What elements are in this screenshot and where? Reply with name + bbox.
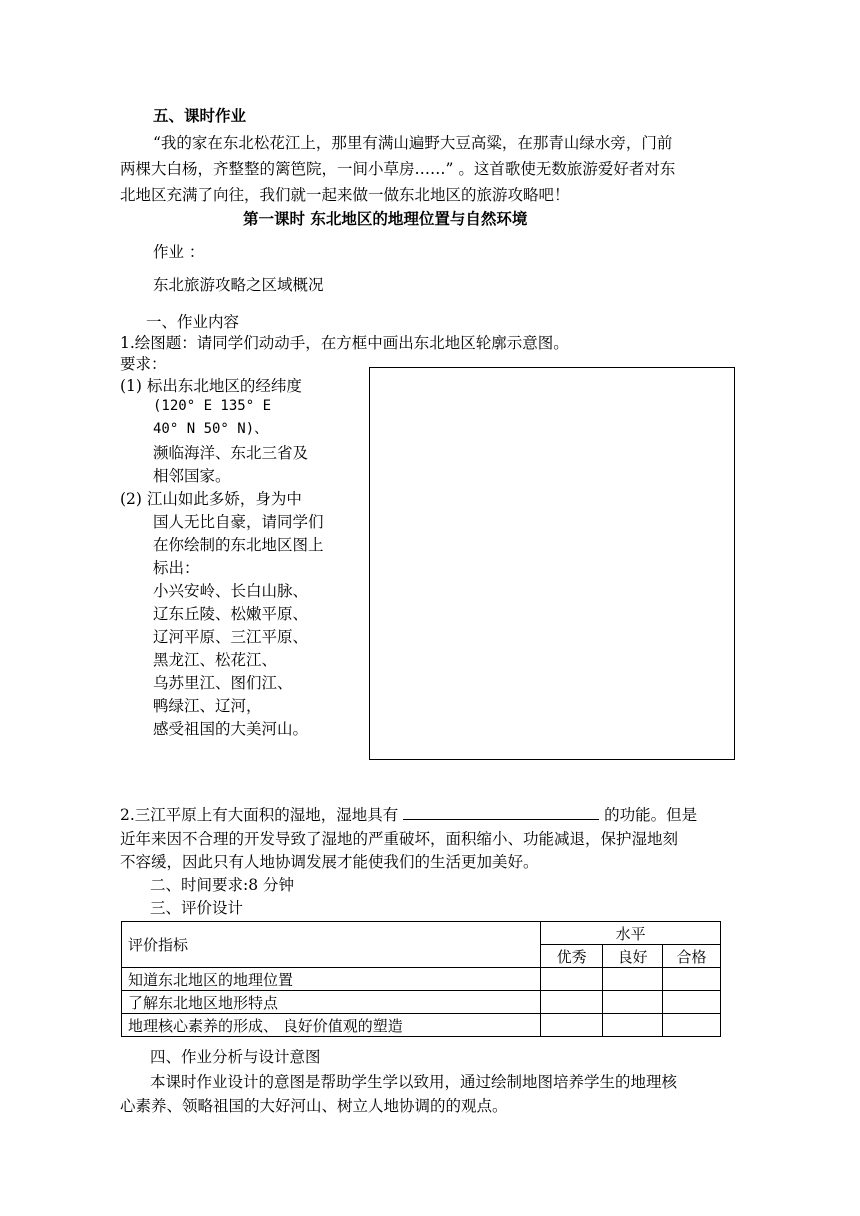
row-indicator: 了解东北地区地形特点 <box>122 991 541 1014</box>
q1-req2-line: 感受祖国的大美河山。 <box>153 720 309 738</box>
score-cell[interactable] <box>541 968 603 991</box>
homework-name: 东北旅游攻略之区域概况 <box>153 276 324 294</box>
q1-req1-line: 濒临海洋、东北三省及 <box>153 444 309 462</box>
q1-req2-line: 小兴安岭、长白山脉、 <box>153 582 309 600</box>
intro-line-3: 北地区充满了向往，我们就一起来做一做东北地区的旅游攻略吧！ <box>120 186 570 204</box>
q1-req2-line: 鸭绿江、辽河， <box>153 697 262 715</box>
q1-req2-line: 在你绘制的东北地区图上 <box>153 536 324 554</box>
row-indicator: 知道东北地区的地理位置 <box>122 968 541 991</box>
table-row <box>122 1014 721 1037</box>
score-cell[interactable] <box>603 991 663 1014</box>
q1-req1-line: 40° N 50° N)、 <box>153 421 269 437</box>
q1-req1-line: 相邻国家。 <box>153 467 231 485</box>
drawing-box[interactable] <box>369 367 735 760</box>
part1-title: 一、作业内容 <box>146 313 240 331</box>
lesson-title: 第一课时 东北地区的地理位置与自然环境 <box>243 210 528 228</box>
section5-title: 五、课时作业 <box>153 107 247 125</box>
q2-answer-blank[interactable] <box>403 803 599 820</box>
score-cell[interactable] <box>663 991 721 1014</box>
q2-after: 的功能。但是 <box>604 806 698 824</box>
q1-req2-line: 黑龙江、松花江、 <box>153 651 278 669</box>
score-cell[interactable] <box>663 968 721 991</box>
level-header: 水平 <box>541 922 721 945</box>
homework-label: 作业 ： <box>153 243 205 261</box>
score-cell[interactable] <box>603 1014 663 1037</box>
score-cell[interactable] <box>603 968 663 991</box>
row-indicator: 地理核心素养的形成、 良好价值观的塑造 <box>122 1014 541 1037</box>
analysis-line-2: 心素养、领略祖国的大好河山、树立人地协调的的观点。 <box>120 1097 508 1115</box>
score-cell[interactable] <box>541 1014 603 1037</box>
q2-line-2: 近年来因不合理的开发导致了湿地的严重破坏，面积缩小、功能减退，保护湿地刻 <box>120 830 679 848</box>
q1-req2-line: (2) 江山如此多娇，身为中 <box>120 490 302 508</box>
q2-before: 2.三江平原上有大面积的湿地，湿地具有 <box>120 806 399 824</box>
q2-line-3: 不容缓，因此只有人地协调发展才能使我们的生活更加美好。 <box>120 853 539 871</box>
score-cell[interactable] <box>541 991 603 1014</box>
q1-req1-line: (1) 标出东北地区的经纬度 <box>120 377 302 395</box>
intro-line-1: “我的家在东北松花江上，那里有满山遍野大豆高粱，在那青山绿水旁，门前 <box>153 134 673 152</box>
part2-time: 二、时间要求:8 分钟 <box>150 876 295 894</box>
indicator-header: 评价指标 <box>122 922 541 968</box>
q1-requirements-label: 要求： <box>120 355 167 373</box>
q1-req2-line: 辽河平原、三江平原、 <box>153 628 309 646</box>
q1-req2-line: 国人无比自豪，请同学们 <box>153 513 324 531</box>
q1-req1-line: (120° E 135° E <box>153 398 272 414</box>
q1-req2-line: 辽东丘陵、松嫩平原、 <box>153 605 309 623</box>
table-row <box>122 991 721 1014</box>
intro-line-2: 两棵大白杨，齐整整的篱笆院，一间小草房……” 。这首歌使无数旅游爱好者对东 <box>120 160 676 178</box>
analysis-line-1: 本课时作业设计的意图是帮助学生学以致用，通过绘制地图培养学生的地理核 <box>150 1073 678 1091</box>
level-pass: 合格 <box>663 945 721 968</box>
level-good: 良好 <box>603 945 663 968</box>
score-cell[interactable] <box>663 1014 721 1037</box>
q1-req2-line: 乌苏里江、图们江、 <box>153 674 293 692</box>
level-excellent: 优秀 <box>541 945 603 968</box>
q2-line-1 <box>120 803 697 825</box>
evaluation-table <box>121 921 721 1037</box>
q1-req2-line: 标出： <box>153 559 200 577</box>
part4-title: 四、作业分析与设计意图 <box>150 1048 321 1066</box>
part3-title: 三、评价设计 <box>150 899 244 917</box>
q1-text: 1.绘图题：请同学们动动手，在方框中画出东北地区轮廓示意图。 <box>120 334 569 352</box>
table-row <box>122 968 721 991</box>
